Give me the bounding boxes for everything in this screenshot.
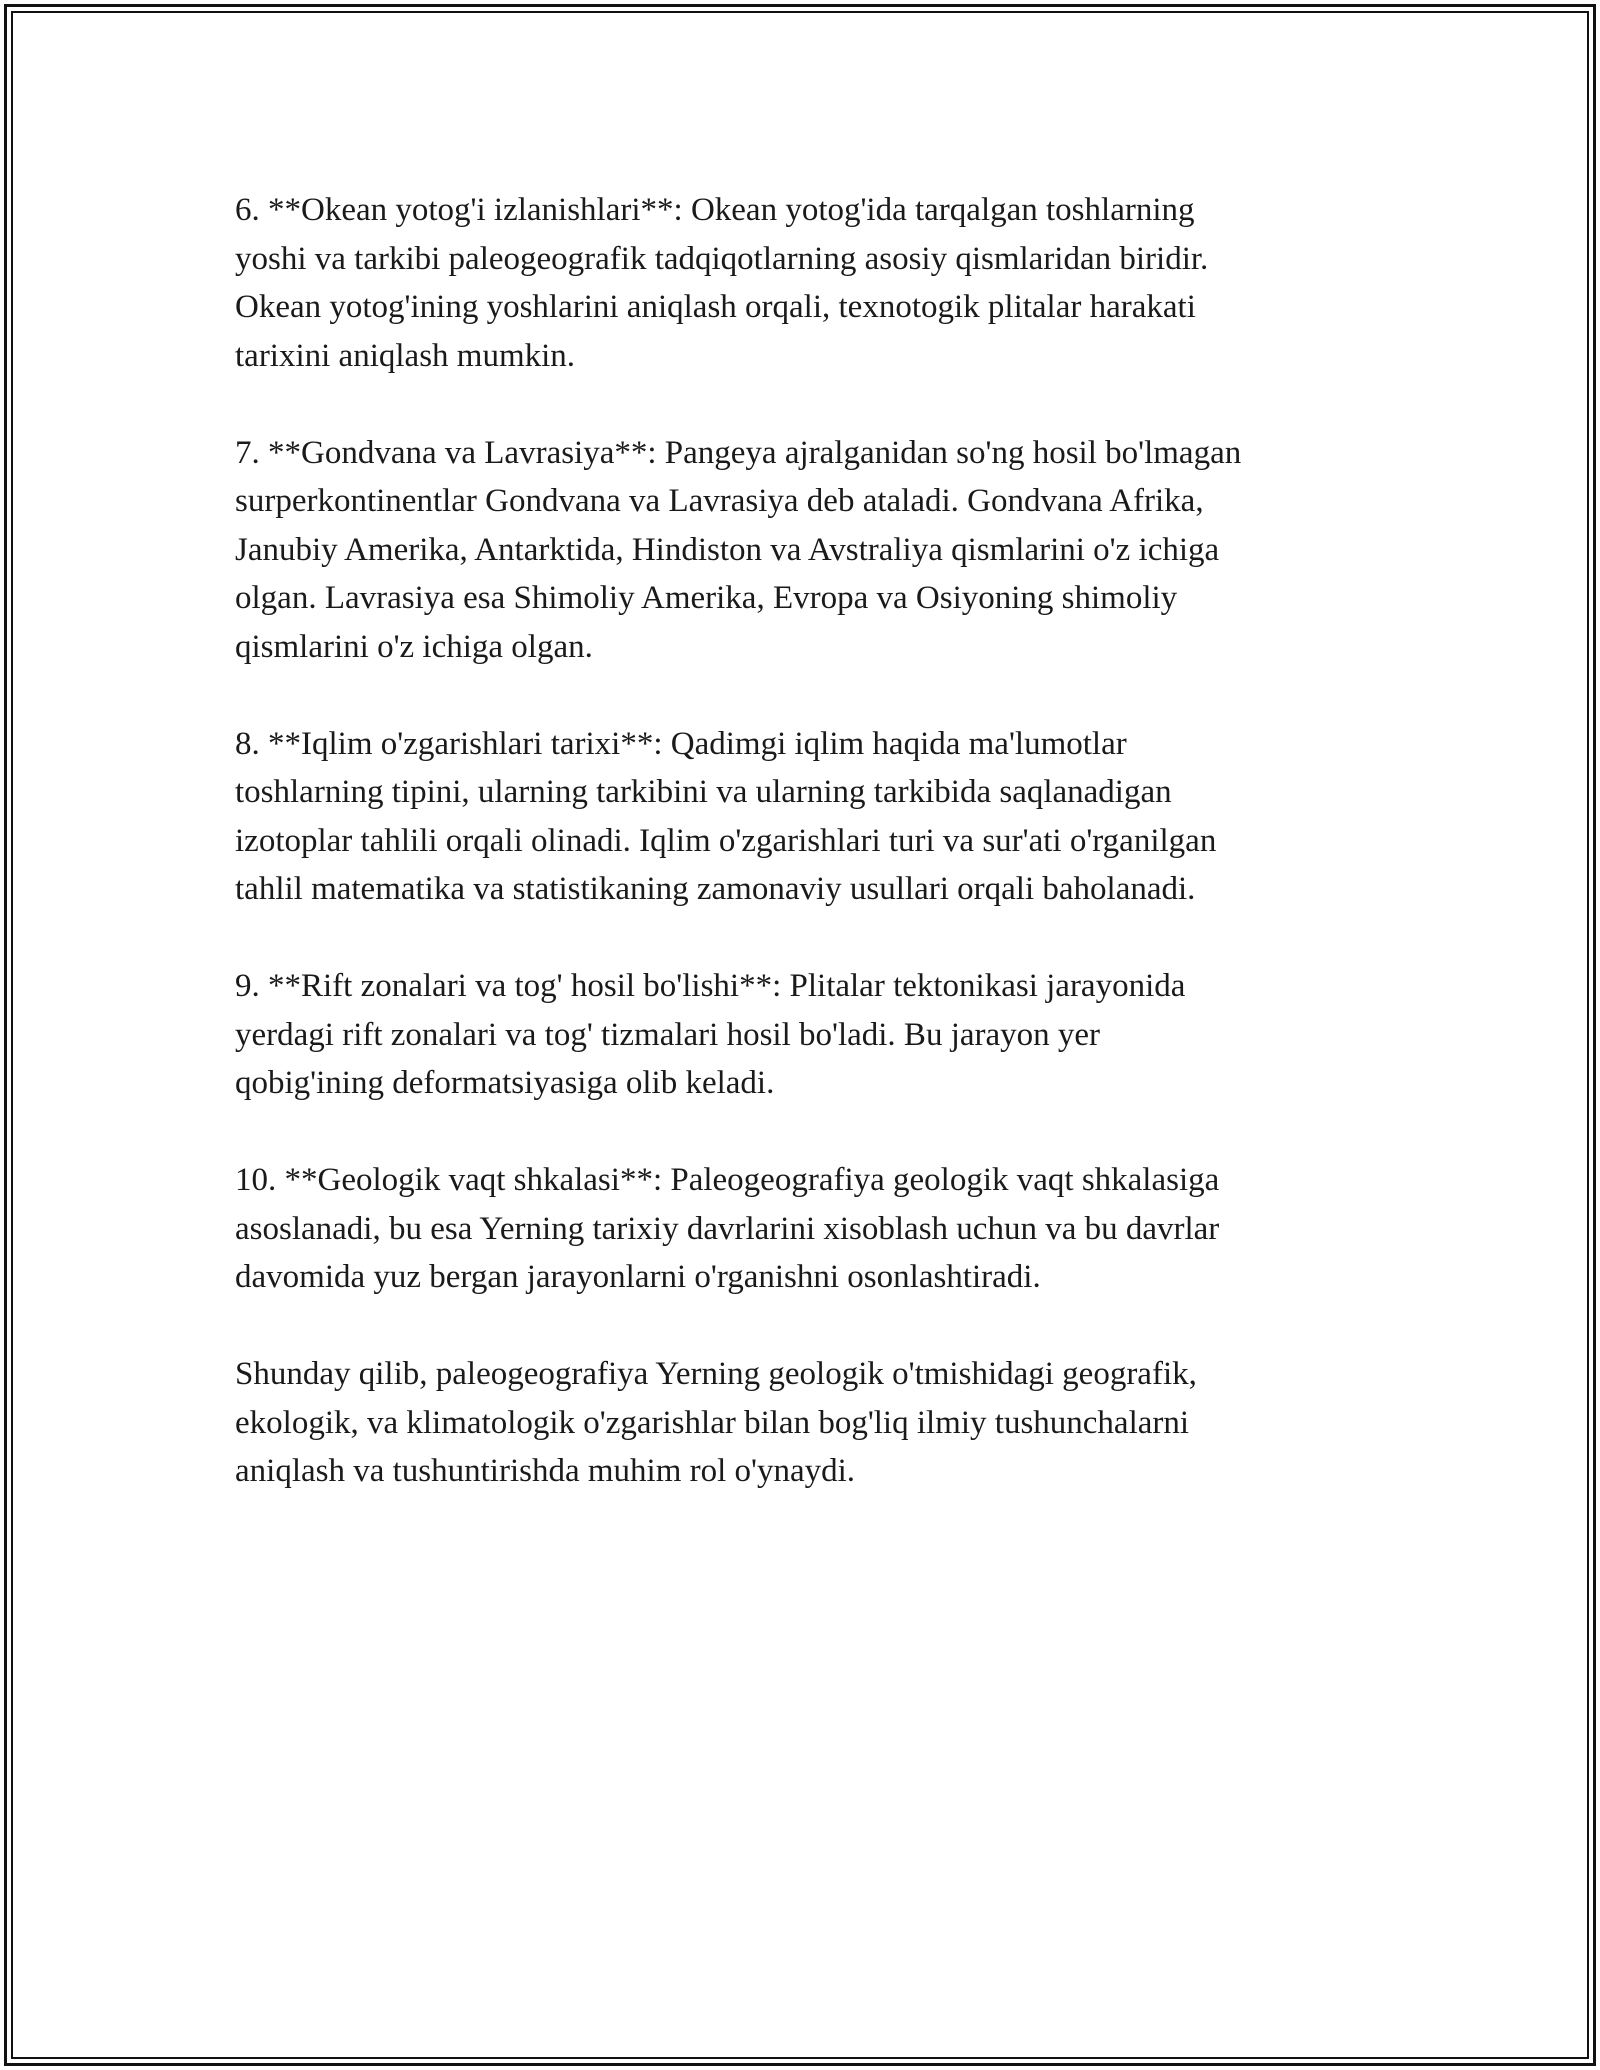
paragraph-geologic-time-scale — [235, 1156, 1375, 1302]
text-line: toshlarning tipini, ularning tarkibini va ularning tarkibida saqlanadigan — [235, 774, 1172, 810]
document-body — [235, 186, 1375, 1544]
paragraph-gondwana-laurasia — [235, 429, 1375, 672]
text-line: surperkontinentlar Gondvana va Lavrasiya deb ataladi. Gondvana Afrika, — [235, 483, 1204, 519]
text-line: izotoplar tahlili orqali olinadi. Iqlim o'zgarishlari turi va sur'ati o'rganilgan — [235, 822, 1217, 859]
text-line: tarixini aniqlash mumkin. — [235, 337, 576, 374]
paragraph-climate-history — [235, 720, 1375, 914]
text-line: Janubiy Amerika, Antarktida, Hindiston va Avstraliya qismlarini o'z ichiga — [235, 531, 1220, 568]
text-line: 8. **Iqlim o'zgarishlari tarixi**: Qadimgi iqlim haqida ma'lumotlar — [235, 725, 1127, 762]
text-line: Okean yotog'ining yoshlarini aniqlash orqali, texnotogik plitalar harakati — [235, 289, 1196, 325]
text-line: yoshi va tarkibi paleogeografik tadqiqotlarning asosiy qismlaridan biridir. — [235, 240, 1209, 277]
paragraph-rift-zones — [235, 962, 1375, 1108]
text-line: tahlil matematika va statistikaning zamonaviy usullari orqali baholanadi. — [235, 871, 1196, 907]
text-line: qobig'ining deformatsiyasiga olib keladi. — [235, 1065, 775, 1101]
text-line: yerdagi rift zonalari va tog' tizmalari hosil bo'ladi. Bu jarayon yer — [235, 1016, 1101, 1053]
text-line: 10. **Geologik vaqt shkalasi**: Paleogeografiya geologik vaqt shkalasiga — [235, 1162, 1220, 1198]
paragraph-ocean-floor — [235, 186, 1375, 380]
text-line: ekologik, va klimatologik o'zgarishlar bilan bog'liq ilmiy tushunchalarni — [235, 1404, 1190, 1441]
text-line: qismlarini o'z ichiga olgan. — [235, 628, 593, 665]
text-line: davomida yuz bergan jarayonlarni o'rganishni osonlashtiradi. — [235, 1259, 1041, 1295]
text-line: 7. **Gondvana va Lavrasiya**: Pangeya ajralganidan so'ng hosil bo'lmagan — [235, 434, 1242, 471]
text-line: asoslanadi, bu esa Yerning tarixiy davrlarini xisoblash uchun va bu davrlar — [235, 1210, 1220, 1247]
text-line: aniqlash va tushuntirishda muhim rol o'ynaydi. — [235, 1453, 856, 1489]
text-line: olgan. Lavrasiya esa Shimoliy Amerika, Evropa va Osiyoning shimoliy — [235, 580, 1178, 616]
paragraph-conclusion — [235, 1350, 1375, 1496]
text-line: 9. **Rift zonalari va tog' hosil bo'lishi**: Plitalar tektonikasi jarayonida — [235, 968, 1186, 1004]
text-line: 6. **Okean yotog'i izlanishlari**: Okean yotog'ida tarqalgan toshlarning — [235, 192, 1195, 228]
text-line: Shunday qilib, paleogeografiya Yerning geologik o'tmishidagi geografik, — [235, 1356, 1197, 1392]
